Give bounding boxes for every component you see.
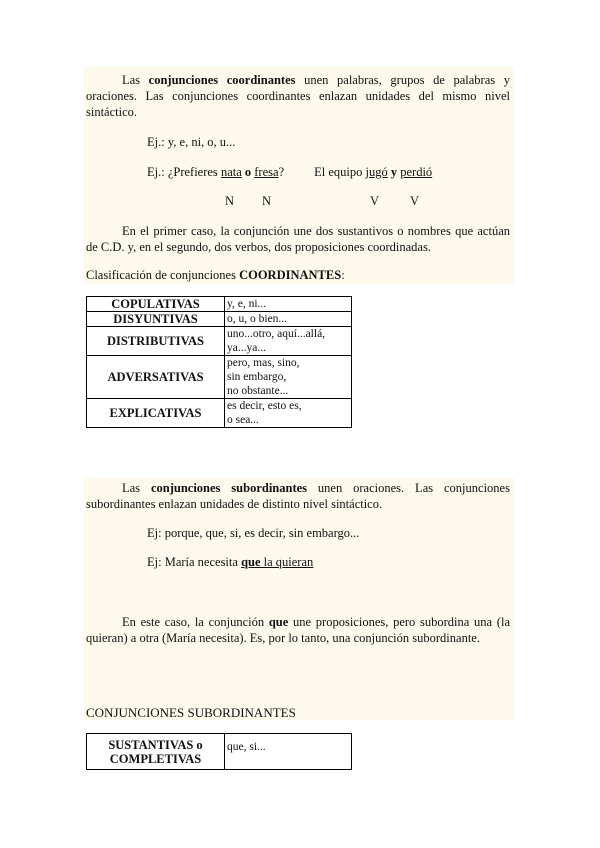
table-row (87, 327, 352, 356)
table-cell-examples: y, e, ni... (225, 297, 352, 312)
table-cell-examples: pero, mas, sino, sin embargo, no obstante... (225, 356, 352, 399)
coord-term: conjunciones coordinantes (148, 73, 296, 87)
coord-classification-label: Clasificación de conjunciones COORDINANTES: (86, 268, 345, 282)
sub-example-1: Ej: porque, que, si, es decir, sin embargo... (147, 526, 360, 540)
table-row (87, 399, 352, 428)
sub-intro-paragraph: Las conjunciones subordinantes unen oraciones. Las conjunciones subordinantes enlazan unidades de distinto nivel sintáctico. (86, 481, 510, 511)
table-cell-category: DISYUNTIVAS (87, 312, 225, 327)
coord-example-1: Ej.: y, e, ni, o, u... (147, 135, 236, 149)
tag-n-2: N (262, 194, 272, 208)
table-row (87, 356, 352, 399)
table-cell-category: DISTRIBUTIVAS (87, 327, 225, 356)
sub-term: conjunciones subordinantes (150, 481, 308, 495)
coord-example-2: Ej.: ¿Prefieres nata o fresa? El equipo jugó y perdió (147, 165, 433, 179)
sub-explanation-paragraph: En este caso, la conjunción que une proposiciones, pero subordina una (la quieran) a otra (María necesita). Es, por lo tanto, una conjunción subordinante. (86, 615, 510, 645)
sub-section-band (84, 478, 514, 720)
table-cell-examples: o, u, o bien... (225, 312, 352, 327)
tag-v-2: V (410, 194, 420, 208)
sub-table (86, 733, 352, 770)
coord-intro-paragraph: Las conjunciones coordinantes unen palabras, grupos de palabras y oraciones. Las conjunciones coordinantes enlazan unidades del mismo nivel sintáctico. (86, 73, 510, 119)
table-cell-examples: es decir, esto es, o sea... (225, 399, 352, 428)
table-cell-category: SUSTANTIVAS o COMPLETIVAS (87, 734, 225, 770)
table-cell-category: COPULATIVAS (87, 297, 225, 312)
table-row (87, 297, 352, 312)
coord-explanation-paragraph: En el primer caso, la conjunción une dos sustantivos o nombres que actúan de C.D. y, en el segundo, dos verbos, dos proposiciones coordinadas. (86, 224, 510, 254)
table-row (87, 734, 352, 770)
table-cell-category: EXPLICATIVAS (87, 399, 225, 428)
sub-example-2: Ej: María necesita que la quieran (147, 555, 314, 569)
tag-v-1: V (370, 194, 380, 208)
coord-table (86, 296, 352, 428)
table-cell-examples: que, si... (225, 734, 352, 770)
table-row (87, 312, 352, 327)
sub-heading: CONJUNCIONES SUBORDINANTES (86, 705, 296, 720)
table-cell-examples: uno...otro, aquí...allá, ya...ya... (225, 327, 352, 356)
table-cell-category: ADVERSATIVAS (87, 356, 225, 399)
tag-n-1: N (225, 194, 235, 208)
